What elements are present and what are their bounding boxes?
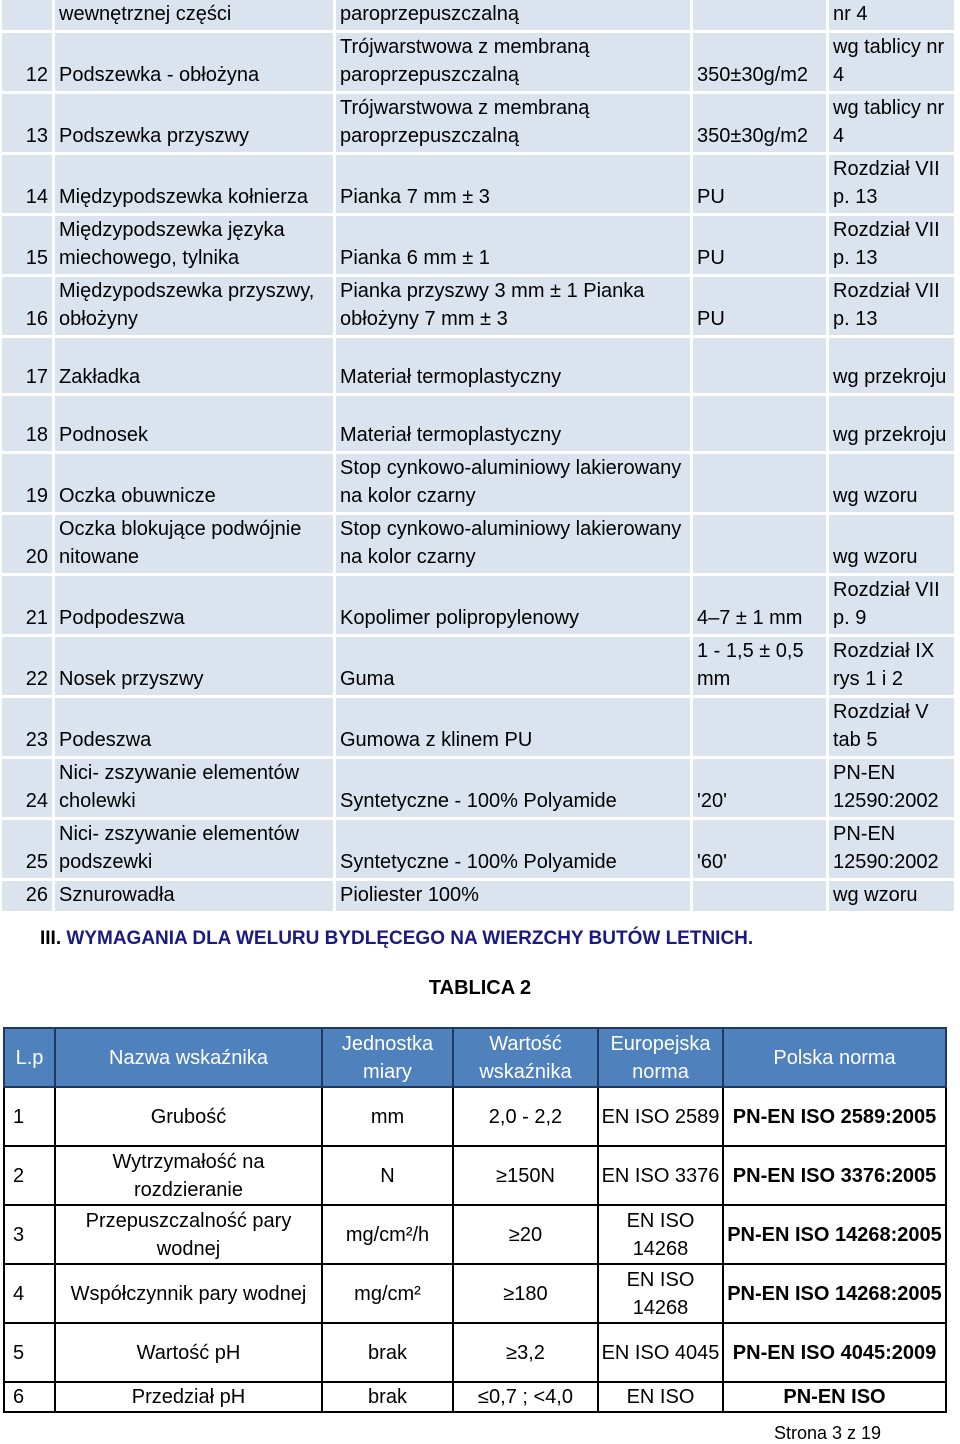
component-reference: wg tablicy nr 4 [829, 33, 957, 94]
header-eu-norm: Europejska norma [598, 1028, 723, 1087]
row-value: ≤0,7 ; <4,0 [453, 1382, 598, 1412]
row-number: 19 [2, 454, 55, 515]
table-row [2, 515, 957, 576]
table-row [2, 820, 957, 881]
table-row [2, 881, 957, 914]
component-material: Stop cynkowo-aluminiowy lakierowany na kolor czarny [336, 515, 693, 576]
component-value [693, 515, 829, 576]
row-name: Wytrzymałość na rozdzieranie [55, 1146, 322, 1205]
row-number: 26 [2, 881, 55, 914]
table-row [2, 759, 957, 820]
row-number: 21 [2, 576, 55, 637]
row-eu-norm: EN ISO [598, 1382, 723, 1412]
row-unit: brak [322, 1382, 453, 1412]
row-eu-norm: EN ISO 2589 [598, 1087, 723, 1146]
table-row [2, 396, 957, 454]
section-heading [40, 928, 753, 950]
header-pl-norm: Polska norma [723, 1028, 946, 1087]
component-material: Trójwarstwowa z membraną paroprzepuszczalną [336, 33, 693, 94]
table-row [2, 637, 957, 698]
component-reference: PN-EN 12590:2002 [829, 759, 957, 820]
component-material: Pioliester 100% [336, 881, 693, 914]
table-row [4, 1205, 946, 1264]
component-reference: Rozdział VII p. 13 [829, 216, 957, 277]
table-row [2, 94, 957, 155]
materials-table [2, 0, 957, 914]
component-name: Sznurowadła [55, 881, 336, 914]
component-material: Syntetyczne - 100% Polyamide [336, 759, 693, 820]
component-value [693, 338, 829, 396]
component-value: 4–7 ± 1 mm [693, 576, 829, 637]
component-value [693, 698, 829, 759]
row-lp: 2 [4, 1146, 55, 1205]
component-name: Nici- zszywanie elementów cholewki [55, 759, 336, 820]
row-unit: N [322, 1146, 453, 1205]
row-value: ≥3,2 [453, 1323, 598, 1382]
component-material: Syntetyczne - 100% Polyamide [336, 820, 693, 881]
component-material: Gumowa z klinem PU [336, 698, 693, 759]
component-value: '60' [693, 820, 829, 881]
component-reference: Rozdział V tab 5 [829, 698, 957, 759]
table-row [2, 454, 957, 515]
component-name: Oczka blokujące podwójnie nitowane [55, 515, 336, 576]
header-unit: Jednostka miary [322, 1028, 453, 1087]
component-name: Międzypodszewka kołnierza [55, 155, 336, 216]
table-row [2, 155, 957, 216]
header-lp: L.p [4, 1028, 55, 1087]
component-value [693, 396, 829, 454]
row-eu-norm: EN ISO 3376 [598, 1146, 723, 1205]
row-eu-norm: EN ISO 4045 [598, 1323, 723, 1382]
component-reference: nr 4 [829, 0, 957, 33]
component-material: paroprzepuszczalną [336, 0, 693, 33]
section-number: III. [40, 928, 62, 949]
row-name: Wartość pH [55, 1323, 322, 1382]
row-value: ≥150N [453, 1146, 598, 1205]
component-name: Podszewka przyszwy [55, 94, 336, 155]
table-row [4, 1323, 946, 1382]
row-number [2, 0, 55, 33]
component-value: '20' [693, 759, 829, 820]
table-row [2, 338, 957, 396]
row-number: 23 [2, 698, 55, 759]
row-number: 12 [2, 33, 55, 94]
component-name: Zakładka [55, 338, 336, 396]
page-number: Strona 3 z 19 [774, 1423, 882, 1443]
table-row [4, 1087, 946, 1146]
component-reference: Rozdział IX rys 1 i 2 [829, 637, 957, 698]
row-number: 14 [2, 155, 55, 216]
row-lp: 1 [4, 1087, 55, 1146]
component-value: PU [693, 277, 829, 338]
row-pl-norm: PN-EN ISO 14268:2005 [723, 1205, 946, 1264]
component-name: wewnętrznej części [55, 0, 336, 33]
row-eu-norm: EN ISO 14268 [598, 1264, 723, 1323]
component-reference: wg przekroju [829, 396, 957, 454]
component-name: Międzypodszewka języka miechowego, tylnika [55, 216, 336, 277]
row-value: ≥20 [453, 1205, 598, 1264]
component-material: Pianka 7 mm ± 3 [336, 155, 693, 216]
component-reference: wg wzoru [829, 881, 957, 914]
header-name: Nazwa wskaźnika [55, 1028, 322, 1087]
component-reference: Rozdział VII p. 13 [829, 277, 957, 338]
row-number: 25 [2, 820, 55, 881]
table-row [4, 1146, 946, 1205]
row-number: 16 [2, 277, 55, 338]
row-eu-norm: EN ISO 14268 [598, 1205, 723, 1264]
component-name: Podnosek [55, 396, 336, 454]
row-number: 24 [2, 759, 55, 820]
row-unit: mg/cm²/h [322, 1205, 453, 1264]
row-lp: 4 [4, 1264, 55, 1323]
row-pl-norm: PN-EN ISO 14268:2005 [723, 1264, 946, 1323]
component-material: Guma [336, 637, 693, 698]
row-unit: brak [322, 1323, 453, 1382]
component-value: 350±30g/m2 [693, 94, 829, 155]
table-row [2, 277, 957, 338]
table-row [2, 216, 957, 277]
component-reference: PN-EN 12590:2002 [829, 820, 957, 881]
component-reference: wg tablicy nr 4 [829, 94, 957, 155]
component-value [693, 881, 829, 914]
section-title: WYMAGANIA DLA WELURU BYDLĘCEGO NA WIERZCHY BUTÓW LETNICH. [66, 928, 754, 949]
row-number: 15 [2, 216, 55, 277]
table-row [4, 1382, 946, 1412]
row-number: 18 [2, 396, 55, 454]
table-row [2, 0, 957, 33]
row-number: 20 [2, 515, 55, 576]
component-reference: Rozdział VII p. 13 [829, 155, 957, 216]
row-value: ≥180 [453, 1264, 598, 1323]
component-material: Stop cynkowo-aluminiowy lakierowany na kolor czarny [336, 454, 693, 515]
row-pl-norm: PN-EN ISO [723, 1382, 946, 1412]
row-pl-norm: PN-EN ISO 3376:2005 [723, 1146, 946, 1205]
component-value: 1 - 1,5 ± 0,5 mm [693, 637, 829, 698]
table-row [2, 698, 957, 759]
component-value [693, 454, 829, 515]
component-name: Nici- zszywanie elementów podszewki [55, 820, 336, 881]
component-reference: wg wzoru [829, 515, 957, 576]
row-value: 2,0 - 2,2 [453, 1087, 598, 1146]
table-header-row [4, 1028, 946, 1087]
leather-requirements-table [3, 1027, 947, 1413]
component-reference: wg wzoru [829, 454, 957, 515]
component-value: 350±30g/m2 [693, 33, 829, 94]
row-lp: 5 [4, 1323, 55, 1382]
component-material: Pianka 6 mm ± 1 [336, 216, 693, 277]
table-caption: TABLICA 2 [428, 977, 532, 999]
component-name: Podszewka - obłożyna [55, 33, 336, 94]
row-number: 17 [2, 338, 55, 396]
component-material: Pianka przyszwy 3 mm ± 1 Pianka obłożyny 7 mm ± 3 [336, 277, 693, 338]
component-material: Materiał termoplastyczny [336, 396, 693, 454]
row-name: Przepuszczalność pary wodnej [55, 1205, 322, 1264]
row-pl-norm: PN-EN ISO 2589:2005 [723, 1087, 946, 1146]
row-number: 13 [2, 94, 55, 155]
row-unit: mm [322, 1087, 453, 1146]
row-lp: 6 [4, 1382, 55, 1412]
row-name: Współczynnik pary wodnej [55, 1264, 322, 1323]
row-name: Grubość [55, 1087, 322, 1146]
component-material: Trójwarstwowa z membraną paroprzepuszczalną [336, 94, 693, 155]
component-name: Międzypodszewka przyszwy, obłożyny [55, 277, 336, 338]
row-lp: 3 [4, 1205, 55, 1264]
header-value: Wartość wskaźnika [453, 1028, 598, 1087]
component-name: Podpodeszwa [55, 576, 336, 637]
component-value: PU [693, 216, 829, 277]
component-name: Oczka obuwnicze [55, 454, 336, 515]
table-row [2, 33, 957, 94]
row-unit: mg/cm² [322, 1264, 453, 1323]
component-material: Kopolimer polipropylenowy [336, 576, 693, 637]
component-name: Nosek przyszwy [55, 637, 336, 698]
component-reference: Rozdział VII p. 9 [829, 576, 957, 637]
table-row [2, 576, 957, 637]
table-row [4, 1264, 946, 1323]
row-name: Przedział pH [55, 1382, 322, 1412]
component-value: PU [693, 155, 829, 216]
component-material: Materiał termoplastyczny [336, 338, 693, 396]
component-value [693, 0, 829, 33]
component-name: Podeszwa [55, 698, 336, 759]
row-number: 22 [2, 637, 55, 698]
row-pl-norm: PN-EN ISO 4045:2009 [723, 1323, 946, 1382]
component-reference: wg przekroju [829, 338, 957, 396]
